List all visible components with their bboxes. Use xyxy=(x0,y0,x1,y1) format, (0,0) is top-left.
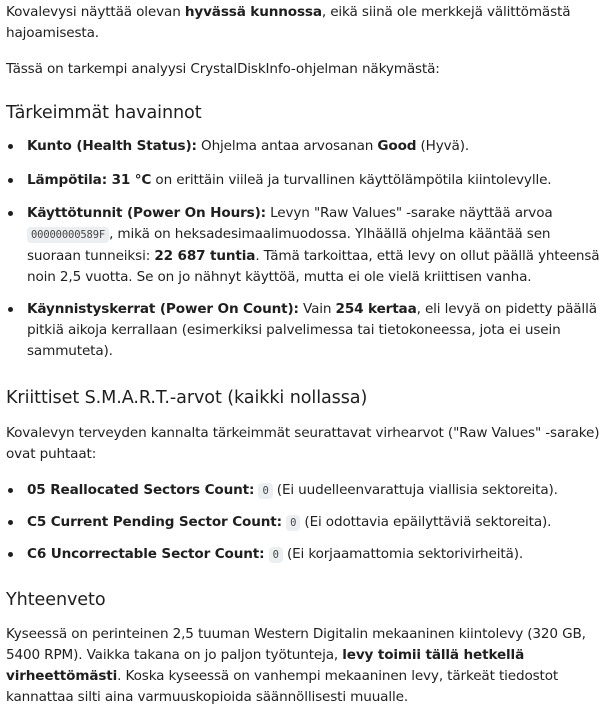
health-label: Kunto (Health Status): xyxy=(27,138,197,154)
power-on-hours-text-end: . Tämä tarkoittaa, että levy on ollut päällä yhteensä noin 2,5 vuotta. Se on jo nähnyt käyttöä, mutta ei ole vielä kriittisen vanha. xyxy=(27,248,600,285)
temperature-text: on erittäin viileä ja turvallinen käyttölämpötila kiintolevylle. xyxy=(151,172,552,188)
smart-attribute-label: 05 Reallocated Sectors Count: xyxy=(27,482,255,498)
list-item-health xyxy=(27,136,605,157)
health-text-end: (Hyvä). xyxy=(416,138,470,154)
smart-attribute-value: 0 xyxy=(258,483,272,499)
list-item-uncorrectable-sectors xyxy=(27,544,605,566)
smart-attribute-value: 0 xyxy=(286,515,300,531)
smart-attribute-value: 0 xyxy=(269,547,283,563)
smart-intro-paragraph: Kovalevyn terveyden kannalta tärkeimmät seurattavat virhearvot ("Raw Values" -sarake) ovat puhtaat: xyxy=(6,425,600,462)
temperature-label: Lämpötila: 31 °C xyxy=(27,172,152,188)
bullet-icon xyxy=(8,178,13,183)
summary-text-end: . Koska kyseessä on vanhempi mekaaninen levy, tärkeät tiedostot kannattaa silti aina varmuuskopioida säännöllisesti muualle. xyxy=(6,668,559,705)
bullet-icon xyxy=(8,211,13,216)
findings-heading: Tärkeimmät havainnot xyxy=(6,103,202,123)
list-item-power-on-count xyxy=(27,299,605,362)
health-value: Good xyxy=(377,138,417,154)
smart-heading: Kriittiset S.M.A.R.T.-arvot (kaikki nollassa) xyxy=(6,388,368,408)
list-item-reallocated-sectors xyxy=(27,480,605,502)
hex-code-value: 00000000589F xyxy=(27,227,109,243)
list-item-pending-sectors xyxy=(27,512,605,534)
summary-heading: Yhteenveto xyxy=(6,590,106,610)
intro-text: Kovalevysi näyttää olevan xyxy=(6,4,185,20)
smart-attribute-label: C6 Uncorrectable Sector Count: xyxy=(27,546,265,562)
smart-attribute-note: (Ei korjaamattomia sektorivirheitä). xyxy=(282,546,524,562)
power-on-hours-value: 22 687 tuntia xyxy=(154,248,256,264)
bullet-icon xyxy=(8,552,13,557)
intro-paragraph xyxy=(6,2,605,44)
smart-attribute-label: C5 Current Pending Sector Count: xyxy=(27,514,282,530)
analysis-intro-paragraph: Tässä on tarkempi analyysi CrystalDiskInfo-ohjelman näkymästä: xyxy=(6,61,440,77)
power-on-count-text-end: , eli levyä on pidetty päällä pitkiä aikoja kerrallaan (esimerkiksi palvelimessa tai tietokoneessa, jota ei usein sammuteta). xyxy=(27,301,597,359)
health-text: Ohjelma antaa arvosanan xyxy=(196,138,378,154)
bullet-icon xyxy=(8,488,13,493)
power-on-hours-text: Levyn "Raw Values" -sarake näyttää arvoa xyxy=(265,205,553,221)
bullet-icon xyxy=(8,520,13,525)
intro-text-end: , eikä siinä ole merkkejä välittömästä hajoamisesta. xyxy=(6,4,571,41)
bullet-icon xyxy=(8,307,13,312)
power-on-count-value: 254 kertaa xyxy=(335,301,417,317)
list-item-temperature xyxy=(27,170,605,191)
power-on-hours-text-mid: , mikä on heksadesimaalimuodossa. Ylhäällä ohjelma kääntää sen suoraan tunneiksi: xyxy=(27,226,551,264)
power-on-count-label: Käynnistyskerrat (Power On Count): xyxy=(27,301,299,317)
list-item-power-on-hours xyxy=(27,203,605,288)
power-on-hours-label: Käyttötunnit (Power On Hours): xyxy=(27,205,266,221)
bullet-icon xyxy=(8,144,13,149)
summary-text: Kyseessä on perinteinen 2,5 tuuman Western Digitalin mekaaninen kiintolevy (320 GB, 5400 RPM). Vaikka takana on jo paljon työtunteja, xyxy=(6,626,586,663)
intro-bold-text: hyvässä kunnossa xyxy=(184,4,322,20)
smart-attribute-note: (Ei odottavia epäilyttäviä sektoreita). xyxy=(300,514,552,530)
power-on-count-text: Vain xyxy=(298,301,336,317)
smart-attribute-note: (Ei uudelleenvarattuja viallisia sektoreita). xyxy=(272,482,558,498)
summary-bold-text: levy toimii tällä hetkellä virheettömästi xyxy=(6,647,525,684)
summary-paragraph xyxy=(6,624,605,708)
